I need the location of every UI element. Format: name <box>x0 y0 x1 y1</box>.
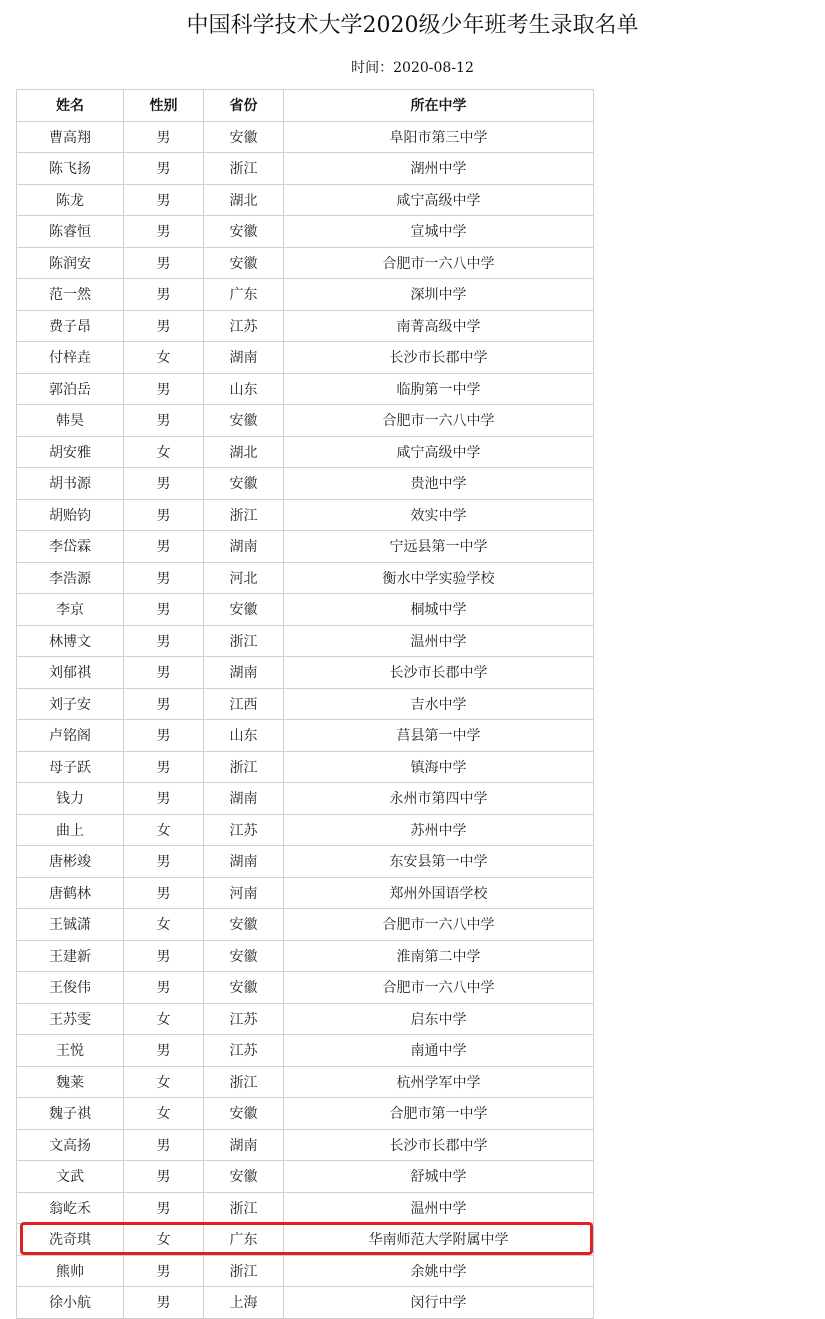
cell-name: 陈飞扬 <box>17 153 124 185</box>
cell-province: 浙江 <box>204 1066 284 1098</box>
cell-name: 王建新 <box>17 940 124 972</box>
cell-school: 深圳中学 <box>284 279 594 311</box>
table-row <box>17 625 594 657</box>
cell-school: 余姚中学 <box>284 1255 594 1287</box>
table-row <box>17 436 594 468</box>
cell-gender: 男 <box>124 625 204 657</box>
cell-province: 上海 <box>204 1287 284 1319</box>
cell-name: 韩昊 <box>17 405 124 437</box>
cell-gender: 男 <box>124 1129 204 1161</box>
cell-name: 王俊伟 <box>17 972 124 1004</box>
table-row <box>17 405 594 437</box>
table-row <box>17 972 594 1004</box>
cell-province: 湖南 <box>204 783 284 815</box>
cell-school: 阜阳市第三中学 <box>284 121 594 153</box>
cell-school: 宣城中学 <box>284 216 594 248</box>
cell-school: 咸宁高级中学 <box>284 184 594 216</box>
table-row <box>17 877 594 909</box>
cell-province: 江西 <box>204 688 284 720</box>
cell-province: 湖南 <box>204 1129 284 1161</box>
table-row <box>17 184 594 216</box>
cell-school: 衡水中学实验学校 <box>284 562 594 594</box>
table-row <box>17 720 594 752</box>
cell-gender: 男 <box>124 184 204 216</box>
cell-province: 安徽 <box>204 1098 284 1130</box>
cell-name: 范一然 <box>17 279 124 311</box>
cell-province: 安徽 <box>204 972 284 1004</box>
cell-name: 唐鹤林 <box>17 877 124 909</box>
cell-gender: 男 <box>124 1035 204 1067</box>
cell-gender: 女 <box>124 1066 204 1098</box>
table-row <box>17 846 594 878</box>
cell-school: 吉水中学 <box>284 688 594 720</box>
table-row <box>17 468 594 500</box>
cell-school: 温州中学 <box>284 1192 594 1224</box>
cell-name: 王悦 <box>17 1035 124 1067</box>
cell-school: 南菁高级中学 <box>284 310 594 342</box>
cell-school: 长沙市长郡中学 <box>284 342 594 374</box>
table-row <box>17 499 594 531</box>
table-row <box>17 909 594 941</box>
cell-province: 浙江 <box>204 153 284 185</box>
cell-gender: 男 <box>124 751 204 783</box>
cell-school: 合肥市一六八中学 <box>284 247 594 279</box>
table-row <box>17 373 594 405</box>
table-row <box>17 279 594 311</box>
cell-name: 王铖潇 <box>17 909 124 941</box>
cell-province: 河北 <box>204 562 284 594</box>
cell-province: 广东 <box>204 279 284 311</box>
cell-gender: 男 <box>124 594 204 626</box>
cell-school: 长沙市长郡中学 <box>284 1129 594 1161</box>
table-row <box>17 153 594 185</box>
cell-gender: 男 <box>124 972 204 1004</box>
cell-school: 温州中学 <box>284 625 594 657</box>
cell-gender: 男 <box>124 688 204 720</box>
publish-date: 时间：2020-08-12 <box>351 60 474 76</box>
cell-gender: 女 <box>124 1003 204 1035</box>
cell-name: 刘子安 <box>17 688 124 720</box>
table-row <box>17 121 594 153</box>
cell-name: 王苏雯 <box>17 1003 124 1035</box>
cell-province: 湖南 <box>204 531 284 563</box>
table-row <box>17 342 594 374</box>
cell-name: 曹高翔 <box>17 121 124 153</box>
cell-name: 翁屹禾 <box>17 1192 124 1224</box>
table-row-highlighted <box>17 1224 594 1256</box>
cell-province: 江苏 <box>204 1035 284 1067</box>
cell-gender: 男 <box>124 657 204 689</box>
table-row <box>17 688 594 720</box>
header-gender: 性别 <box>124 90 204 122</box>
cell-province: 安徽 <box>204 909 284 941</box>
cell-name: 魏莱 <box>17 1066 124 1098</box>
cell-name: 付梓垚 <box>17 342 124 374</box>
table-row <box>17 783 594 815</box>
cell-name: 钱力 <box>17 783 124 815</box>
cell-province: 安徽 <box>204 121 284 153</box>
cell-school: 东安县第一中学 <box>284 846 594 878</box>
cell-province: 湖南 <box>204 657 284 689</box>
cell-school: 苏州中学 <box>284 814 594 846</box>
cell-school: 合肥市一六八中学 <box>284 909 594 941</box>
cell-name: 唐彬竣 <box>17 846 124 878</box>
cell-province: 浙江 <box>204 1192 284 1224</box>
cell-province: 江苏 <box>204 814 284 846</box>
cell-name: 胡贻钧 <box>17 499 124 531</box>
cell-school: 郑州外国语学校 <box>284 877 594 909</box>
cell-gender: 男 <box>124 153 204 185</box>
cell-gender: 男 <box>124 121 204 153</box>
cell-name: 魏子祺 <box>17 1098 124 1130</box>
cell-school: 镇海中学 <box>284 751 594 783</box>
cell-name: 郭泊岳 <box>17 373 124 405</box>
cell-school: 湖州中学 <box>284 153 594 185</box>
table-row <box>17 562 594 594</box>
cell-name: 陈睿恒 <box>17 216 124 248</box>
cell-name: 母子跃 <box>17 751 124 783</box>
cell-gender: 男 <box>124 1287 204 1319</box>
table-row <box>17 310 594 342</box>
cell-gender: 男 <box>124 247 204 279</box>
cell-province: 广东 <box>204 1224 284 1256</box>
cell-gender: 男 <box>124 783 204 815</box>
cell-school: 效实中学 <box>284 499 594 531</box>
cell-name: 林博文 <box>17 625 124 657</box>
cell-school: 杭州学军中学 <box>284 1066 594 1098</box>
cell-province: 湖北 <box>204 184 284 216</box>
header-province: 省份 <box>204 90 284 122</box>
header-name: 姓名 <box>17 90 124 122</box>
cell-name: 陈龙 <box>17 184 124 216</box>
cell-school: 莒县第一中学 <box>284 720 594 752</box>
cell-province: 安徽 <box>204 247 284 279</box>
header-school: 所在中学 <box>284 90 594 122</box>
cell-gender: 男 <box>124 373 204 405</box>
table-row <box>17 1161 594 1193</box>
cell-gender: 男 <box>124 562 204 594</box>
cell-school: 合肥市第一中学 <box>284 1098 594 1130</box>
table-row <box>17 751 594 783</box>
cell-school: 桐城中学 <box>284 594 594 626</box>
cell-school: 华南师范大学附属中学 <box>284 1224 594 1256</box>
cell-name: 冼奇琪 <box>17 1224 124 1256</box>
cell-gender: 男 <box>124 531 204 563</box>
cell-gender: 男 <box>124 405 204 437</box>
table-row <box>17 940 594 972</box>
cell-school: 淮南第二中学 <box>284 940 594 972</box>
cell-school: 长沙市长郡中学 <box>284 657 594 689</box>
cell-school: 南通中学 <box>284 1035 594 1067</box>
cell-gender: 男 <box>124 720 204 752</box>
cell-name: 李京 <box>17 594 124 626</box>
cell-province: 湖南 <box>204 342 284 374</box>
cell-gender: 男 <box>124 310 204 342</box>
table-row <box>17 1192 594 1224</box>
cell-gender: 男 <box>124 940 204 972</box>
cell-province: 安徽 <box>204 940 284 972</box>
cell-province: 山东 <box>204 373 284 405</box>
cell-province: 湖北 <box>204 436 284 468</box>
cell-province: 浙江 <box>204 1255 284 1287</box>
cell-gender: 男 <box>124 877 204 909</box>
table-row <box>17 1066 594 1098</box>
cell-school: 舒城中学 <box>284 1161 594 1193</box>
cell-name: 卢铭阁 <box>17 720 124 752</box>
cell-gender: 男 <box>124 216 204 248</box>
cell-province: 安徽 <box>204 216 284 248</box>
table-row <box>17 657 594 689</box>
table-row <box>17 1129 594 1161</box>
table-row <box>17 1035 594 1067</box>
cell-province: 浙江 <box>204 499 284 531</box>
cell-school: 宁远县第一中学 <box>284 531 594 563</box>
table-row <box>17 531 594 563</box>
cell-school: 贵池中学 <box>284 468 594 500</box>
table-header-row <box>17 90 594 122</box>
cell-gender: 男 <box>124 1161 204 1193</box>
cell-gender: 男 <box>124 499 204 531</box>
cell-gender: 女 <box>124 342 204 374</box>
table-row <box>17 1287 594 1319</box>
cell-gender: 男 <box>124 468 204 500</box>
cell-province: 山东 <box>204 720 284 752</box>
table-row <box>17 1255 594 1287</box>
cell-province: 湖南 <box>204 846 284 878</box>
cell-school: 合肥市一六八中学 <box>284 405 594 437</box>
table-row <box>17 216 594 248</box>
cell-name: 陈润安 <box>17 247 124 279</box>
cell-name: 徐小航 <box>17 1287 124 1319</box>
cell-name: 李浩源 <box>17 562 124 594</box>
cell-name: 胡安雅 <box>17 436 124 468</box>
cell-gender: 男 <box>124 1192 204 1224</box>
cell-name: 刘郁祺 <box>17 657 124 689</box>
cell-school: 合肥市一六八中学 <box>284 972 594 1004</box>
cell-gender: 男 <box>124 846 204 878</box>
cell-province: 浙江 <box>204 625 284 657</box>
cell-name: 文高扬 <box>17 1129 124 1161</box>
cell-gender: 男 <box>124 279 204 311</box>
cell-school: 永州市第四中学 <box>284 783 594 815</box>
cell-gender: 女 <box>124 436 204 468</box>
cell-province: 安徽 <box>204 1161 284 1193</box>
cell-province: 安徽 <box>204 594 284 626</box>
cell-gender: 女 <box>124 814 204 846</box>
cell-name: 文武 <box>17 1161 124 1193</box>
table-row <box>17 1098 594 1130</box>
cell-school: 闵行中学 <box>284 1287 594 1319</box>
cell-gender: 女 <box>124 909 204 941</box>
cell-name: 胡书源 <box>17 468 124 500</box>
cell-gender: 女 <box>124 1224 204 1256</box>
cell-province: 安徽 <box>204 405 284 437</box>
cell-school: 启东中学 <box>284 1003 594 1035</box>
table-body <box>17 121 594 1318</box>
table-row <box>17 247 594 279</box>
cell-gender: 女 <box>124 1098 204 1130</box>
page-title: 中国科学技术大学2020级少年班考生录取名单 <box>186 13 639 38</box>
cell-province: 浙江 <box>204 751 284 783</box>
cell-gender: 男 <box>124 1255 204 1287</box>
table-row <box>17 1003 594 1035</box>
cell-province: 江苏 <box>204 1003 284 1035</box>
cell-school: 咸宁高级中学 <box>284 436 594 468</box>
cell-name: 曲上 <box>17 814 124 846</box>
cell-name: 李岱霖 <box>17 531 124 563</box>
cell-name: 熊帅 <box>17 1255 124 1287</box>
cell-province: 江苏 <box>204 310 284 342</box>
table-row <box>17 814 594 846</box>
table-row <box>17 594 594 626</box>
cell-school: 临朐第一中学 <box>284 373 594 405</box>
cell-province: 安徽 <box>204 468 284 500</box>
admission-table <box>16 89 594 1319</box>
cell-name: 费子昂 <box>17 310 124 342</box>
cell-province: 河南 <box>204 877 284 909</box>
